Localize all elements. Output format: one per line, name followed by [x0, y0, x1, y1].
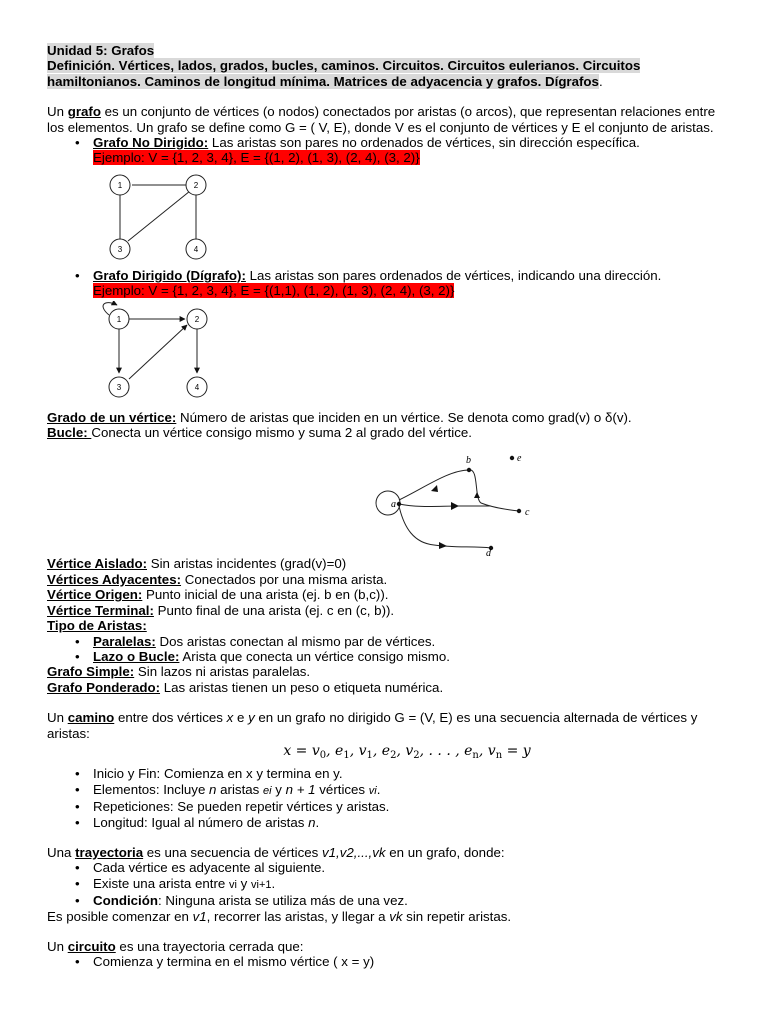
list-item: • Existe una arista entre vi y vi+1.: [93, 876, 727, 893]
path-formula: $x = v_0$, $e_1$, $v_1$, $e_2$, $v_2$, . . . , $e_n$, $v_n = y$: [283, 742, 531, 761]
definition-item: Vértice Terminal: Punto final de una arista (ej. c en (c, b)).: [47, 602, 395, 618]
definition-item: Grafo Ponderado: Las aristas tienen un peso o etiqueta numérica.: [47, 679, 444, 695]
list-item: • Comienza y termina en el mismo vértice ( x = y): [93, 954, 727, 969]
node-label: 4: [194, 382, 200, 392]
edge-types-list: [47, 634, 727, 665]
trail-properties-list: [47, 860, 727, 908]
directed-list: [47, 268, 727, 299]
undirected-example: Ejemplo: V = {1, 2, 3, 4}, E = {(1, 2), (1, 3), (2, 4), (3, 2)}: [93, 150, 420, 166]
loop-definition: Bucle: Conecta un vértice consigo mismo y suma 2 al grado del vértice.: [47, 425, 472, 441]
definition-item: Vértice Aislado: Sin aristas incidentes (grad(v)=0): [47, 556, 347, 572]
node-label: 1: [116, 314, 122, 324]
definition-item: Tipo de Aristas:: [47, 618, 147, 634]
circuit-paragraph: Un circuito es una trayectoria cerrada que:: [47, 939, 304, 954]
intro-paragraph: Un grafo es un conjunto de vértices (o nodos) conectados por aristas (o arcos), que representan relaciones entre los elementos. Un grafo se define como G = ( V, E), donde V es el conjunto de vértices y E el conjunto de aristas.: [47, 104, 716, 135]
node-label: 4: [193, 244, 199, 254]
node-label: 3: [117, 244, 123, 254]
node-label: b: [466, 455, 471, 467]
list-item: • Inicio y Fin: Comienza en x y termina en y.: [93, 766, 727, 781]
list-item: • Longitud: Igual al número de aristas n.: [93, 815, 727, 830]
graph-node: [510, 456, 514, 460]
node-label: c: [525, 507, 530, 519]
node-label: d: [486, 548, 491, 560]
list-item: • Lazo o Bucle: Arista que conecta un vértice consigo mismo.: [93, 649, 727, 664]
definitions-block: [47, 556, 727, 695]
graph-node: [467, 468, 471, 472]
loop-edge: [376, 491, 400, 515]
definition-item: Vértices Adyacentes: Conectados por una misma arista.: [47, 571, 388, 587]
list-item: • Condición: Ninguna arista se utiliza más de una vez.: [93, 893, 727, 908]
graph-node: [517, 509, 521, 513]
document-page: [47, 43, 727, 970]
node-label: 2: [193, 180, 199, 190]
unit-title: Unidad 5: Grafos: [47, 43, 155, 58]
path-paragraph: Un camino entre dos vértices x e y en un grafo no dirigido G = (V, E) es una secuencia alternada de vértices y aristas:: [47, 710, 698, 741]
degree-definition: Grado de un vértice: Número de aristas que inciden en un vértice. Se denota como grad(v) o δ(v).: [47, 409, 632, 425]
node-label: a: [391, 499, 396, 511]
path-properties-list: [47, 766, 727, 830]
list-item: • Grafo No Dirigido: Las aristas son pares no ordenados de vértices, sin dirección específica. Ejemplo: V = {1, 2, 3, 4}, E = {(1, 2), (1, 3), (2, 4), (3, 2)}: [93, 135, 727, 166]
definition-item: Grafo Simple: Sin lazos ni aristas paralelas.: [47, 664, 311, 680]
list-item: • Grafo Dirigido (Dígrafo): Las aristas son pares ordenados de vértices, indicando una dirección. Ejemplo: V = {1, 2, 3, 4}, E = {(1,1), (1, 2), (1, 3), (2, 4), (3, 2)}: [93, 268, 727, 299]
directed-graph-diagram: [95, 301, 245, 406]
circuit-properties-list: [47, 954, 727, 969]
trail-closing: Es posible comenzar en v1, recorrer las aristas, y llegar a vk sin repetir aristas.: [47, 908, 512, 924]
unit-subtitle: Definición. Vértices, lados, grados, bucles, caminos. Circuitos. Circuitos eulerianos. Circuitos hamiltonianos. Caminos de longitud mínima. Matrices de adyacencia y grafos. Dígrafos.: [47, 58, 641, 89]
list-item: • Cada vértice es adyacente al siguiente.: [93, 860, 727, 875]
list-item: • Paralelas: Dos aristas conectan al mismo par de vértices.: [93, 634, 727, 649]
directed-example: Ejemplo: V = {1, 2, 3, 4}, E = {(1,1), (1, 2), (1, 3), (2, 4), (3, 2)}: [93, 283, 455, 299]
node-label: 3: [116, 382, 122, 392]
list-item: • Elementos: Incluye n aristas ei y n + 1 vértices vi.: [93, 782, 727, 799]
trail-paragraph: Una trayectoria es una secuencia de vértices v1,v2,...,vk en un grafo, donde:: [47, 844, 505, 860]
undirected-list: [47, 135, 727, 166]
undirected-graph-diagram: [102, 171, 242, 266]
definition-item: Vértice Origen: Punto inicial de una arista (ej. b en (b,c)).: [47, 587, 389, 603]
node-label: 1: [117, 180, 123, 190]
loop-graph-diagram: [369, 448, 549, 563]
list-item: • Repeticiones: Se pueden repetir vértices y aristas.: [93, 799, 727, 814]
node-label: 2: [194, 314, 200, 324]
node-label: e: [517, 453, 522, 465]
graph-node: [397, 502, 401, 506]
